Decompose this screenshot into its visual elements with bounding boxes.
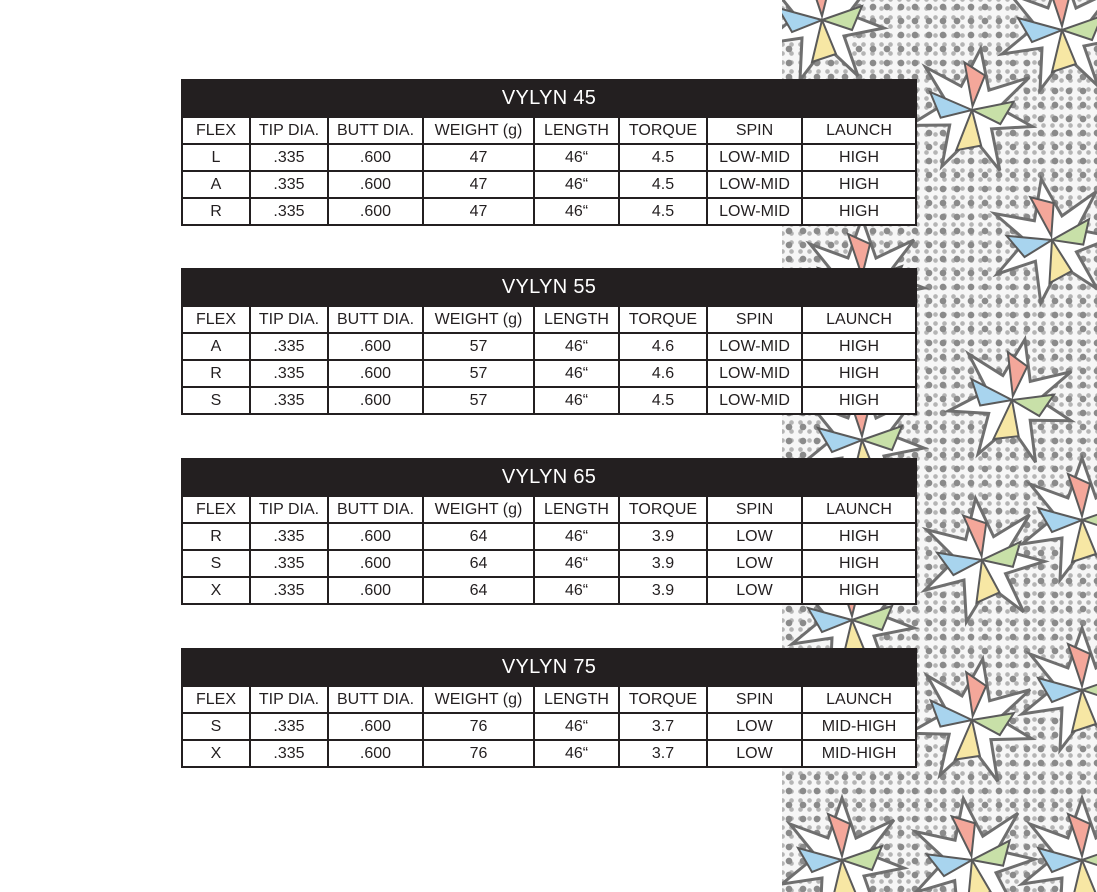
table-cell: HIGH: [802, 198, 916, 225]
table-cell: LOW: [707, 523, 802, 550]
table-title: VYLYN 65: [182, 459, 916, 496]
table-cell: .335: [250, 713, 328, 740]
table-cell: X: [182, 577, 250, 604]
table-cell: 3.9: [619, 577, 707, 604]
column-header: BUTT DIA.: [328, 496, 423, 523]
table-cell: HIGH: [802, 523, 916, 550]
table-cell: LOW-MID: [707, 387, 802, 414]
table-cell: 64: [423, 550, 534, 577]
table-cell: S: [182, 550, 250, 577]
table-cell: S: [182, 713, 250, 740]
table-cell: A: [182, 333, 250, 360]
column-header-row: [182, 686, 916, 713]
table-cell: HIGH: [802, 577, 916, 604]
column-header-row: [182, 117, 916, 144]
table-cell: .335: [250, 171, 328, 198]
column-header: TIP DIA.: [250, 686, 328, 713]
spec-table-vylyn-55: [181, 268, 917, 415]
table-cell: A: [182, 171, 250, 198]
table-cell: .600: [328, 171, 423, 198]
table-cell: .600: [328, 740, 423, 767]
table-row: [182, 360, 916, 387]
table-cell: HIGH: [802, 387, 916, 414]
column-header: TORQUE: [619, 117, 707, 144]
table-cell: LOW: [707, 713, 802, 740]
table-cell: 4.5: [619, 144, 707, 171]
table-row: [182, 171, 916, 198]
table-cell: 3.9: [619, 550, 707, 577]
table-row: [182, 387, 916, 414]
column-header: LAUNCH: [802, 306, 916, 333]
column-header: FLEX: [182, 496, 250, 523]
column-header: TIP DIA.: [250, 117, 328, 144]
column-header: LENGTH: [534, 686, 619, 713]
column-header: TORQUE: [619, 496, 707, 523]
table-cell: .335: [250, 740, 328, 767]
table-cell: .335: [250, 144, 328, 171]
table-cell: 4.5: [619, 387, 707, 414]
table-cell: 57: [423, 333, 534, 360]
table-cell: .335: [250, 333, 328, 360]
table-cell: 46“: [534, 360, 619, 387]
table-cell: 46“: [534, 713, 619, 740]
table-cell: 46“: [534, 333, 619, 360]
column-header: WEIGHT (g): [423, 686, 534, 713]
column-header: BUTT DIA.: [328, 306, 423, 333]
column-header: FLEX: [182, 306, 250, 333]
table-cell: 46“: [534, 577, 619, 604]
table-cell: LOW: [707, 550, 802, 577]
table-cell: L: [182, 144, 250, 171]
column-header: LENGTH: [534, 117, 619, 144]
table-cell: S: [182, 387, 250, 414]
table-row: [182, 523, 916, 550]
column-header: TORQUE: [619, 686, 707, 713]
table-cell: 76: [423, 740, 534, 767]
table-cell: .335: [250, 550, 328, 577]
table-cell: HIGH: [802, 360, 916, 387]
table-cell: .335: [250, 360, 328, 387]
table-cell: HIGH: [802, 550, 916, 577]
table-cell: HIGH: [802, 171, 916, 198]
table-cell: 4.6: [619, 360, 707, 387]
table-cell: R: [182, 523, 250, 550]
table-cell: 64: [423, 577, 534, 604]
column-header: SPIN: [707, 306, 802, 333]
column-header: SPIN: [707, 686, 802, 713]
column-header: SPIN: [707, 117, 802, 144]
table-cell: MID-HIGH: [802, 713, 916, 740]
table-cell: LOW-MID: [707, 144, 802, 171]
column-header: LAUNCH: [802, 686, 916, 713]
spec-table-vylyn-45: [181, 79, 917, 226]
table-title: VYLYN 75: [182, 649, 916, 686]
table-cell: LOW: [707, 577, 802, 604]
table-cell: .600: [328, 550, 423, 577]
table-cell: 46“: [534, 198, 619, 225]
column-header: TORQUE: [619, 306, 707, 333]
column-header-row: [182, 496, 916, 523]
table-title: VYLYN 55: [182, 269, 916, 306]
table-cell: R: [182, 198, 250, 225]
table-cell: LOW-MID: [707, 198, 802, 225]
table-cell: HIGH: [802, 144, 916, 171]
table-cell: 64: [423, 523, 534, 550]
table-cell: .335: [250, 198, 328, 225]
table-row: [182, 740, 916, 767]
table-cell: 46“: [534, 740, 619, 767]
column-header: LAUNCH: [802, 117, 916, 144]
table-cell: .335: [250, 387, 328, 414]
table-cell: HIGH: [802, 333, 916, 360]
table-cell: .600: [328, 198, 423, 225]
table-cell: 3.9: [619, 523, 707, 550]
table-cell: MID-HIGH: [802, 740, 916, 767]
column-header: BUTT DIA.: [328, 686, 423, 713]
table-cell: .600: [328, 713, 423, 740]
table-cell: X: [182, 740, 250, 767]
column-header: WEIGHT (g): [423, 117, 534, 144]
table-row: [182, 577, 916, 604]
column-header: TIP DIA.: [250, 496, 328, 523]
table-cell: .600: [328, 333, 423, 360]
table-cell: .600: [328, 387, 423, 414]
table-cell: 4.5: [619, 198, 707, 225]
table-cell: 46“: [534, 550, 619, 577]
table-cell: .335: [250, 577, 328, 604]
table-title: VYLYN 45: [182, 80, 916, 117]
column-header: FLEX: [182, 686, 250, 713]
table-row: [182, 333, 916, 360]
spec-table-vylyn-75: [181, 648, 917, 768]
table-cell: 4.5: [619, 171, 707, 198]
column-header: LAUNCH: [802, 496, 916, 523]
table-cell: 4.6: [619, 333, 707, 360]
table-cell: 3.7: [619, 713, 707, 740]
column-header: TIP DIA.: [250, 306, 328, 333]
table-cell: .335: [250, 523, 328, 550]
column-header: LENGTH: [534, 306, 619, 333]
column-header: SPIN: [707, 496, 802, 523]
table-row: [182, 550, 916, 577]
table-cell: 46“: [534, 387, 619, 414]
table-cell: 57: [423, 387, 534, 414]
table-cell: 46“: [534, 523, 619, 550]
table-cell: .600: [328, 144, 423, 171]
table-cell: 3.7: [619, 740, 707, 767]
table-row: [182, 144, 916, 171]
column-header: BUTT DIA.: [328, 117, 423, 144]
column-header: FLEX: [182, 117, 250, 144]
table-cell: .600: [328, 577, 423, 604]
column-header-row: [182, 306, 916, 333]
table-cell: 47: [423, 144, 534, 171]
spec-table-vylyn-65: [181, 458, 917, 605]
table-cell: LOW-MID: [707, 171, 802, 198]
table-cell: .600: [328, 523, 423, 550]
table-cell: .600: [328, 360, 423, 387]
table-cell: 46“: [534, 171, 619, 198]
table-row: [182, 198, 916, 225]
table-cell: LOW: [707, 740, 802, 767]
table-cell: R: [182, 360, 250, 387]
column-header: WEIGHT (g): [423, 306, 534, 333]
table-cell: 46“: [534, 144, 619, 171]
table-row: [182, 713, 916, 740]
table-cell: LOW-MID: [707, 360, 802, 387]
table-cell: 76: [423, 713, 534, 740]
column-header: WEIGHT (g): [423, 496, 534, 523]
table-cell: 47: [423, 171, 534, 198]
table-cell: 47: [423, 198, 534, 225]
table-cell: 57: [423, 360, 534, 387]
table-cell: LOW-MID: [707, 333, 802, 360]
column-header: LENGTH: [534, 496, 619, 523]
